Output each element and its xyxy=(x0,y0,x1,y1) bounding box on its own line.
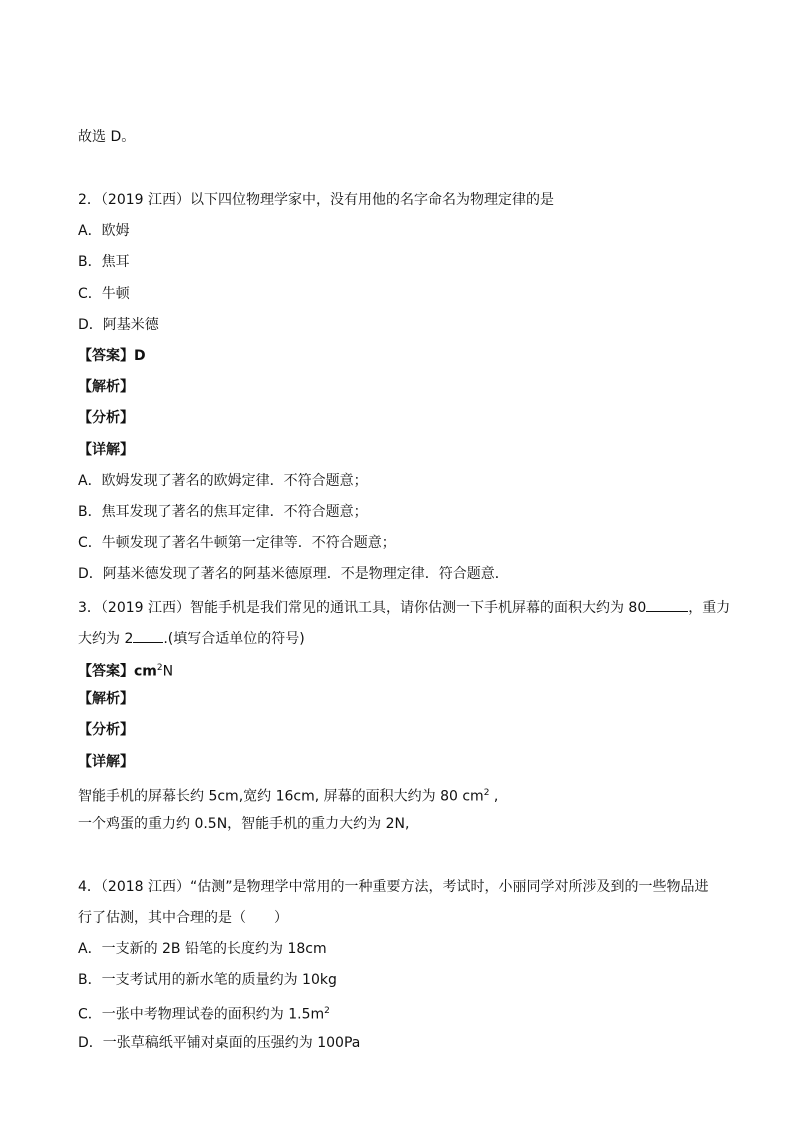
question-2-detail-c: C．牛顿发现了著名牛顿第一定律等．不符合题意； xyxy=(78,535,396,551)
question-3-stem-text-3: 大约为 2 xyxy=(78,631,134,647)
question-3-detail-1-sup: 2 xyxy=(483,788,490,798)
question-2-detail-d: D．阿基米德发现了著名的阿基米德原理．不是物理定律．符合题意． xyxy=(78,566,509,582)
question-3-answer xyxy=(78,659,173,681)
question-2-option-c: C．牛顿 xyxy=(78,286,130,302)
question-4-stem-line2: 行了估测，其中合理的是（ ） xyxy=(78,910,288,926)
question-2-stem: 2．（2019 江西）以下四位物理学家中，没有用他的名字命名为物理定律的是 xyxy=(78,192,554,208)
question-2-detail-a: A．欧姆发现了著名的欧姆定律．不符合题意； xyxy=(78,473,368,489)
question-4-option-a: A．一支新的 2B 铅笔的长度约为 18cm xyxy=(78,941,327,957)
question-3-detail-1-text: 智能手机的屏幕长约 5cm,宽约 16cm, 屏幕的面积大约为 80 cm xyxy=(78,788,484,805)
question-3-stem-text-4: .(填写合适单位的符号) xyxy=(163,631,305,647)
question-3-stem-text-2: ，重力 xyxy=(688,600,731,616)
question-2-detail-heading: 【详解】 xyxy=(78,442,134,458)
question-2-option-d: D．阿基米德 xyxy=(78,317,159,333)
question-3-analysis-heading: 【解析】 xyxy=(78,691,134,707)
question-3-detail-1 xyxy=(78,784,498,806)
question-4-option-c-sup: 2 xyxy=(324,1006,330,1016)
question-3-detail-1-suffix: , xyxy=(489,788,499,805)
question-3-stem-line2 xyxy=(78,628,305,648)
question-3-blank-2 xyxy=(133,628,163,643)
previous-answer-tail: 故选 D。 xyxy=(78,129,136,145)
question-3-detail-2: 一个鸡蛋的重力约 0.5N，智能手机的重力大约为 2N, xyxy=(78,816,410,832)
question-4-option-d: D．一张草稿纸平铺对桌面的压强约为 100Pa xyxy=(78,1035,361,1051)
question-4-stem-line1: 4．（2018 江西）“估测”是物理学中常用的一种重要方法，考试时，小丽同学对所涉及到的一些物品进 xyxy=(78,879,709,895)
question-2-option-b: B．焦耳 xyxy=(78,254,130,270)
question-2-fenxi-heading: 【分析】 xyxy=(78,410,134,426)
question-3-stem-text-1: 3．（2019 江西）智能手机是我们常见的通讯工具，请你估测一下手机屏幕的面积大约为 80 xyxy=(78,600,647,616)
question-2-detail-b: B．焦耳发现了著名的焦耳定律．不符合题意； xyxy=(78,504,368,520)
question-2-answer: 【答案】D xyxy=(78,348,146,364)
question-2-option-a: A．欧姆 xyxy=(78,223,130,239)
question-3-answer-prefix: 【答案】cm xyxy=(78,663,157,680)
question-3-detail-heading: 【详解】 xyxy=(78,754,134,770)
question-3-fenxi-heading: 【分析】 xyxy=(78,722,134,738)
question-4-option-c-text: C．一张中考物理试卷的面积约为 1.5m xyxy=(78,1006,325,1023)
question-2-analysis-heading: 【解析】 xyxy=(78,379,134,395)
question-3-answer-suffix: N xyxy=(162,663,174,680)
question-3-blank-1 xyxy=(646,597,688,612)
question-4-option-c xyxy=(78,1002,330,1024)
question-3-stem-line1 xyxy=(78,597,730,617)
question-3-answer-sup: 2 xyxy=(156,663,163,673)
question-4-option-b: B．一支考试用的新水笔的质量约为 10kg xyxy=(78,972,337,988)
